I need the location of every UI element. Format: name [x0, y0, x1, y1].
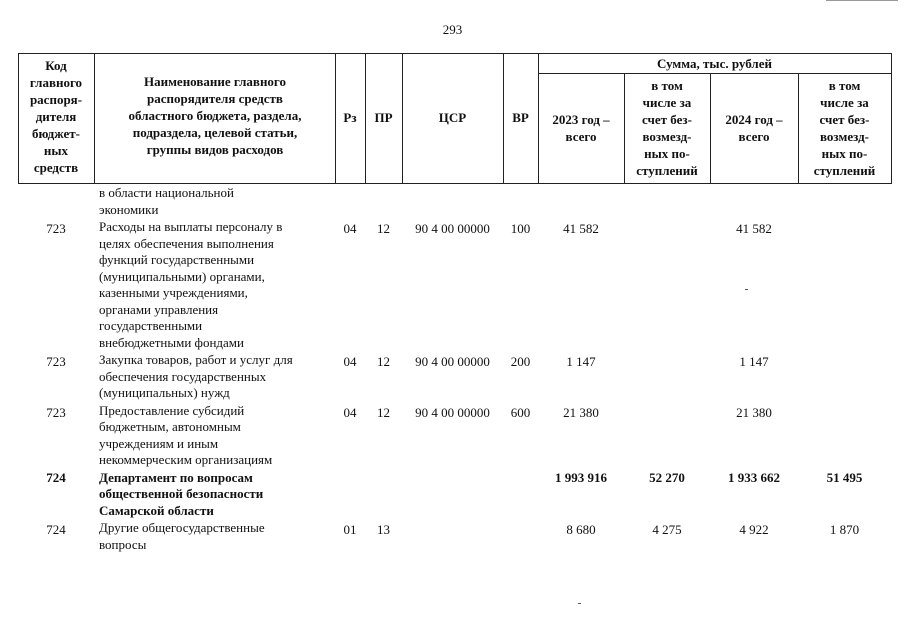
header-2024-total-line: 2024 год – [725, 112, 783, 127]
row-name-line: в области национальной [99, 185, 234, 200]
row-code: 723 [46, 221, 66, 236]
row-vr: 100 [510, 221, 531, 236]
row-s2024: 4 922 [739, 522, 769, 537]
header-name-line: группы видов расходов [146, 142, 284, 157]
header-vr: ВР [512, 110, 529, 125]
row-i2024: 51 495 [826, 469, 863, 485]
header-code-line: средств [33, 160, 79, 175]
row-code: 723 [46, 354, 66, 369]
row-i2023: 52 270 [649, 469, 685, 485]
row-rz: 04 [343, 404, 357, 420]
header-2023-gratuitous-line: ступлений [636, 163, 698, 178]
header-code-line: бюджет- [31, 126, 80, 141]
row-pr: 12 [377, 221, 390, 236]
header-code-line: распоря- [29, 92, 83, 107]
row-name-line: государственными [99, 318, 203, 333]
header-2024-gratuitous-line: в том [828, 78, 861, 93]
header-2023-total-line: всего [565, 129, 597, 144]
header-code-line: Код [45, 58, 67, 73]
row-code: 724 [46, 522, 66, 537]
header-2023-total-line: 2023 год – [552, 112, 610, 127]
row-code: 723 [46, 404, 66, 420]
row-code: 724 [46, 469, 66, 485]
row-name-line: Самарской области [99, 502, 214, 518]
header-2023-gratuitous-line: числе за [642, 95, 692, 110]
header-name-line: областного бюджета, раздела, [128, 108, 302, 123]
row-csr: 90 4 00 00000 [415, 354, 490, 369]
row-name-line: обеспечения государственных [99, 368, 267, 384]
row-s2024: 1 147 [739, 354, 769, 369]
row-name-line: экономики [99, 201, 159, 217]
header-2024-gratuitous-line: счет без- [819, 112, 870, 127]
header-code-line: главного [29, 75, 83, 90]
row-pr: 12 [377, 354, 390, 369]
row-name-line: Расходы на выплаты персоналу в [99, 219, 283, 234]
row-vr: 600 [510, 404, 531, 420]
row-s2023: 1 147 [566, 354, 596, 369]
header-rz: Рз [343, 110, 357, 125]
row-name-line: бюджетным, автономным [99, 419, 241, 434]
row-csr: 90 4 00 00000 [415, 404, 490, 420]
header-2023-gratuitous-line: возмезд- [642, 129, 692, 144]
header-2023-gratuitous-line: ных по- [644, 146, 690, 161]
row-vr: 200 [510, 354, 531, 369]
row-name-line: общественной безопасности [99, 486, 264, 501]
row-i2023: 4 275 [652, 522, 682, 537]
row-name-line: функций государственными [99, 252, 255, 267]
row-rz: 04 [343, 354, 357, 369]
row-name-line: учреждениям и иным [99, 435, 219, 451]
row-name-line: Департамент по вопросам [99, 469, 253, 485]
scan-speck [745, 289, 748, 290]
header-sum-title: Сумма, тыс. рублей [657, 56, 772, 71]
header-2023-gratuitous-line: в том [651, 78, 683, 93]
row-s2024: 1 933 662 [728, 469, 780, 485]
header-name-line: подраздела, целевой статьи, [132, 125, 298, 140]
header-bottom-border [18, 183, 892, 184]
row-csr: 90 4 00 00000 [415, 221, 490, 236]
header-2024-total-line: всего [738, 129, 770, 144]
row-pr: 13 [377, 522, 390, 537]
page-number: 293 [442, 22, 463, 37]
header-csr: ЦСР [438, 110, 467, 125]
header-2024-gratuitous [798, 77, 891, 179]
row-name-line: Предоставление субсидий [99, 402, 245, 418]
header-code [18, 57, 94, 176]
header-2024-total [710, 111, 798, 145]
row-name-line: Другие общегосударственные [99, 520, 265, 535]
col-border [891, 53, 892, 184]
row-name-line: целях обеспечения выполнения [99, 235, 274, 251]
sum-subheader-border [538, 73, 892, 74]
row-name-line: (муниципальных) нужд [99, 385, 230, 400]
row-rz: 04 [343, 221, 357, 236]
row-name-line: вопросы [99, 536, 147, 552]
header-2024-gratuitous-line: ступлений [813, 163, 876, 178]
header-name-line: распорядителя средств [147, 91, 283, 106]
table-top-border [18, 53, 892, 54]
row-pr: 12 [377, 404, 390, 420]
row-s2023: 1 993 916 [555, 469, 607, 485]
header-code-line: ных [43, 143, 69, 158]
header-2024-gratuitous-line: ных по- [821, 146, 868, 161]
scan-speck [578, 603, 581, 604]
header-pr: ПР [374, 110, 393, 125]
row-name-line: Закупка товаров, работ и услуг для [99, 352, 293, 367]
row-s2023: 8 680 [566, 522, 596, 537]
row-s2024: 21 380 [736, 404, 772, 420]
header-2023-gratuitous-line: счет без- [642, 112, 692, 127]
row-i2024: 1 870 [829, 522, 860, 537]
row-name-line: внебюджетными фондами [99, 334, 244, 350]
row-name-line: (муниципальными) органами, [99, 268, 265, 284]
header-2024-gratuitous-line: возмезд- [820, 129, 869, 144]
row-name-line: органами управления [99, 301, 219, 317]
row-s2024: 41 582 [736, 221, 772, 236]
header-2023-gratuitous [624, 77, 710, 179]
row-name-line: некоммерческим организациям [99, 452, 273, 467]
row-name-line: казенными учреждениями, [99, 285, 248, 300]
header-name [95, 73, 335, 158]
header-2024-gratuitous-line: числе за [820, 95, 869, 110]
header-2023-total [538, 111, 624, 145]
header-code-line: дителя [35, 109, 77, 124]
row-s2023: 21 380 [563, 404, 599, 420]
row-s2023: 41 582 [563, 221, 599, 236]
row-rz: 01 [343, 522, 357, 537]
header-name-line: Наименование главного [143, 74, 287, 89]
